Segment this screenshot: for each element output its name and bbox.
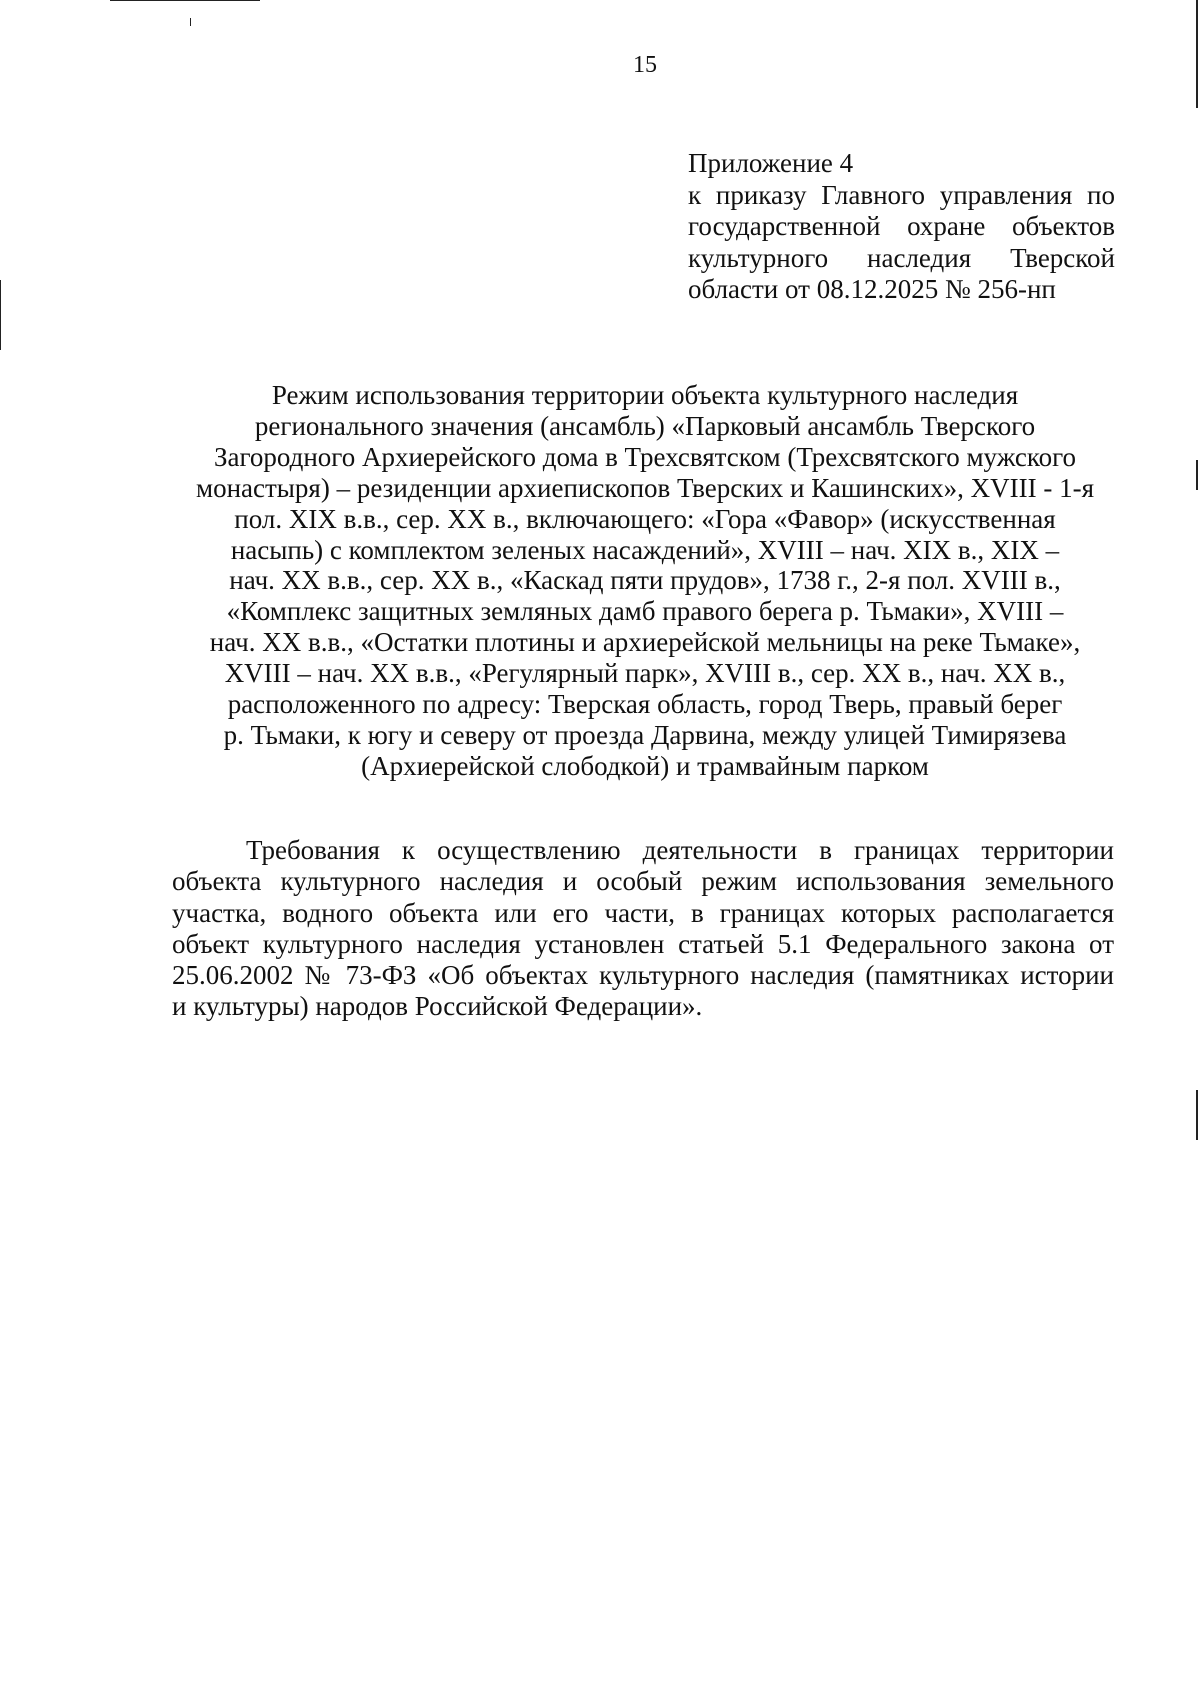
paragraph-line: участка, водного объекта или его части, в границах которых располагается xyxy=(172,897,1114,928)
paragraph-line: 25.06.2002 № 73-ФЗ «Об объектах культурного наследия (памятниках истории xyxy=(172,960,1114,991)
scan-artifact-top xyxy=(110,0,260,1)
title-line: (Архиерейской слободкой) и трамвайным парком xyxy=(361,750,929,781)
scan-artifact-right-mid xyxy=(1196,460,1198,490)
scan-artifact-left xyxy=(0,280,1,350)
title-line: XVIII – нач. XX в.в., «Регулярный парк», XVIII в., сер. XX в., нач. XX в., xyxy=(224,658,1066,689)
title-line: р. Тьмаки, к югу и северу от проезда Дарвина, между улицей Тимирязева xyxy=(223,719,1067,750)
title-line: пол. XIX в.в., сер. XX в., включающего: «Гора «Фавор» (искусственная xyxy=(234,503,1056,534)
scan-artifact-tick xyxy=(190,18,191,26)
paragraph-line: объект культурного наследия установлен статьей 5.1 Федерального закона от xyxy=(172,928,1114,959)
title-line: регионального значения (ансамбль) «Парковый ансамбль Тверского xyxy=(254,410,1036,441)
appendix-line: к приказу Главного управления по xyxy=(688,179,1115,210)
appendix-header xyxy=(688,148,1115,306)
title-line: Режим использования территории объекта культурного наследия xyxy=(271,380,1019,410)
body-paragraph xyxy=(172,835,1114,1023)
title-line: Загородного Архиерейского дома в Трехсвятском (Трехсвятского мужского xyxy=(213,441,1076,472)
title-line: нач. XX в.в., сер. XX в., «Каскад пяти прудов», 1738 г., 2-я пол. XVIII в., xyxy=(229,565,1061,596)
page-number: 15 xyxy=(633,52,657,78)
appendix-line: культурного наследия Тверской xyxy=(688,242,1115,273)
title-line: насыпь) с комплектом зеленых насаждений», XVIII – нач. XIX в., XIX – xyxy=(230,534,1060,565)
scan-artifact-right-low xyxy=(1196,1090,1198,1140)
appendix-line: государственной охране объектов xyxy=(688,211,1115,241)
paragraph-line: и культуры) народов Российской Федерации». xyxy=(172,991,703,1022)
title-line: монастыря) – резиденции архиепископов Тверских и Кашинских», XVIII - 1-я xyxy=(195,472,1094,503)
paragraph-line: Требования к осуществлению деятельности в границах территории xyxy=(246,835,1114,865)
document-title xyxy=(172,380,1118,782)
title-line: нач. XX в.в., «Остатки плотины и архиерейской мельницы на реке Тьмаке», xyxy=(209,627,1081,658)
appendix-line: области от 08.12.2025 № 256-нп xyxy=(688,274,1056,304)
title-line: расположенного по адресу: Тверская область, город Тверь, правый берег xyxy=(227,689,1063,720)
title-line: «Комплекс защитных земляных дамб правого берега р. Тьмаки», XVIII – xyxy=(226,596,1064,627)
appendix-label: Приложение 4 xyxy=(688,148,854,178)
paragraph-line: объекта культурного наследия и особый режим использования земельного xyxy=(172,866,1114,897)
